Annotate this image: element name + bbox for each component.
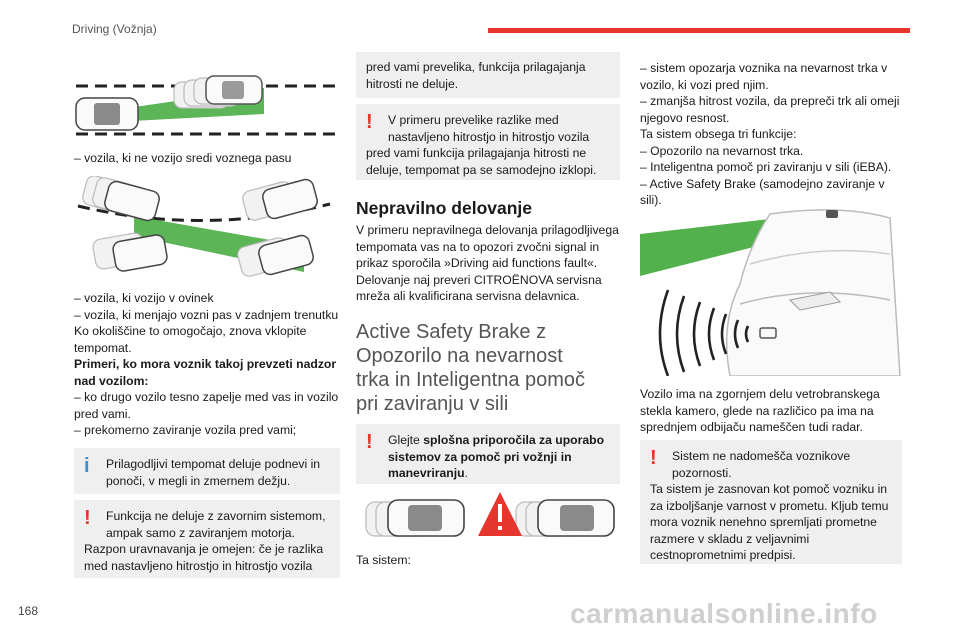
system-intro-text: Ta sistem: (356, 553, 411, 567)
col3-text-lines (640, 60, 902, 209)
text-line: – vozila, ki vozijo v ovinek (74, 291, 214, 305)
text-line: – Inteligentna pomoč pri zaviranju v sili (iEBA). (640, 160, 892, 174)
warning-text-first: Funkcija ne deluje z zavornim sistemom, ampak samo z zaviranjem motorja. (106, 509, 326, 540)
section-title-line: trka in Inteligentna pomoč (356, 369, 586, 391)
warning-text-rest: Ta sistem je zasnovan kot pomoč vozniku in za izboljšanje varnost v prometu. Kljub temu mora voznik nenehno spremljati prometne razmere v skladu z veljavnimi cestnoprometnimi predpisi. (650, 482, 889, 562)
section-title-line: Opozorilo na nevarnost (356, 345, 563, 367)
text-line-bold: Primeri, ko mora voznik takoj prevzeti nadzor nad vozilom: (74, 357, 337, 388)
text-line: – zmanjša hitrost vozila, da prepreči trk ali omeji njegovo resnost. (640, 94, 900, 125)
text-line: – prekomerno zaviranje vozila pred vami; (74, 423, 297, 437)
section-title-line: pri zaviranju v sili (356, 393, 509, 415)
caption-off-center: – vozila, ki ne vozijo sredi voznega pasu (74, 151, 292, 165)
warning-icon: ! (366, 431, 373, 453)
warning-text-first: Sistem ne nadomešča voznikove pozornosti. (672, 449, 851, 480)
warning-icon: ! (366, 111, 373, 133)
info-icon: i (84, 455, 90, 477)
see-recommendations-box (356, 424, 620, 484)
see-text-bold: splošna priporočila za uporabo sistemov za pomoč pri vožnji in manevriranju (388, 433, 605, 480)
watermark: carmanualsonline.info (570, 598, 878, 629)
section-heading-malfunction: Nepravilno delovanje (356, 198, 533, 218)
info-note-text: Prilagodljivi tempomat deluje podnevi in ponoči, v megli in zmernem dežju. (106, 457, 321, 488)
page-number: 168 (18, 604, 39, 618)
illustration-camera-radar-van (640, 204, 902, 376)
warning-icon: ! (650, 447, 657, 469)
text-line: – Opozorilo na nevarnost trka. (640, 143, 804, 158)
continued-note-text: pred vami prevelika, funkcija prilagajanja hitrosti ne deluje. (366, 60, 586, 91)
section-title-active-safety-brake (356, 320, 620, 416)
continued-note-box (356, 52, 620, 98)
malfunction-text: V primeru nepravilnega delovanja prilagodljivega tempomata vas na to opozori zvočni signal in prikaz sporočila »Driving aid functions fault«. Delovanje naj preveri CITROËNOVA servisna mreža ali kvalificirana servisna delavnica. (356, 223, 619, 303)
section-title-line: Active Safety Brake z (356, 321, 547, 343)
illustration-curve-lane-change (74, 176, 338, 280)
text-line: – sistem opozarja voznika na nevarnost trka v vozilo, ki vozi pred njim. (640, 61, 888, 92)
camera-radar-text: Vozilo ima na zgornjem delu vetrobranskega stekla kamero, glede na različico pa ima na sprednjem odbijaču nameščen tudi radar. (640, 387, 880, 434)
running-header: Driving (Vožnja) (72, 22, 157, 36)
see-text-post: . (464, 466, 468, 480)
header-accent-bar (488, 28, 910, 33)
illustration-collision-warning (362, 490, 622, 546)
see-recommendations-text (366, 432, 610, 482)
see-text-pre: Glejte (388, 433, 424, 447)
text-line: – ko drugo vozilo tesno zapelje med vas in vozilo pred vami. (74, 390, 339, 421)
warning-note-box-col1 (74, 500, 340, 578)
illustration-off-center-vehicle (74, 70, 338, 142)
warning-note-box-col2 (356, 104, 620, 180)
info-note-box (74, 448, 340, 494)
text-line: Ko okoliščine to omogočajo, znova vklopite tempomat. (74, 324, 307, 355)
warning-icon: ! (84, 507, 91, 529)
col1-text-lines (74, 290, 340, 439)
text-line: Ta sistem obsega tri funkcije: (640, 127, 797, 141)
warning-text-first: V primeru prevelike razlike med nastavljeno hitrostjo in hitrostjo vozila (388, 113, 590, 144)
warning-note-box-col3 (640, 440, 902, 564)
warning-text-rest: pred vami funkcija prilagajanja hitrosti ne deluje, tempomat pa se samodejno izklopi. (366, 146, 597, 177)
text-line: – Active Safety Brake (samodejno zaviranje v sili). (640, 176, 885, 207)
warning-text-rest: Razpon uravnavanja je omejen: če je razlika med nastavljeno hitrostjo in hitrostjo vozila (84, 542, 324, 573)
text-line: – vozila, ki menjajo vozni pas v zadnjem trenutku (74, 307, 339, 322)
